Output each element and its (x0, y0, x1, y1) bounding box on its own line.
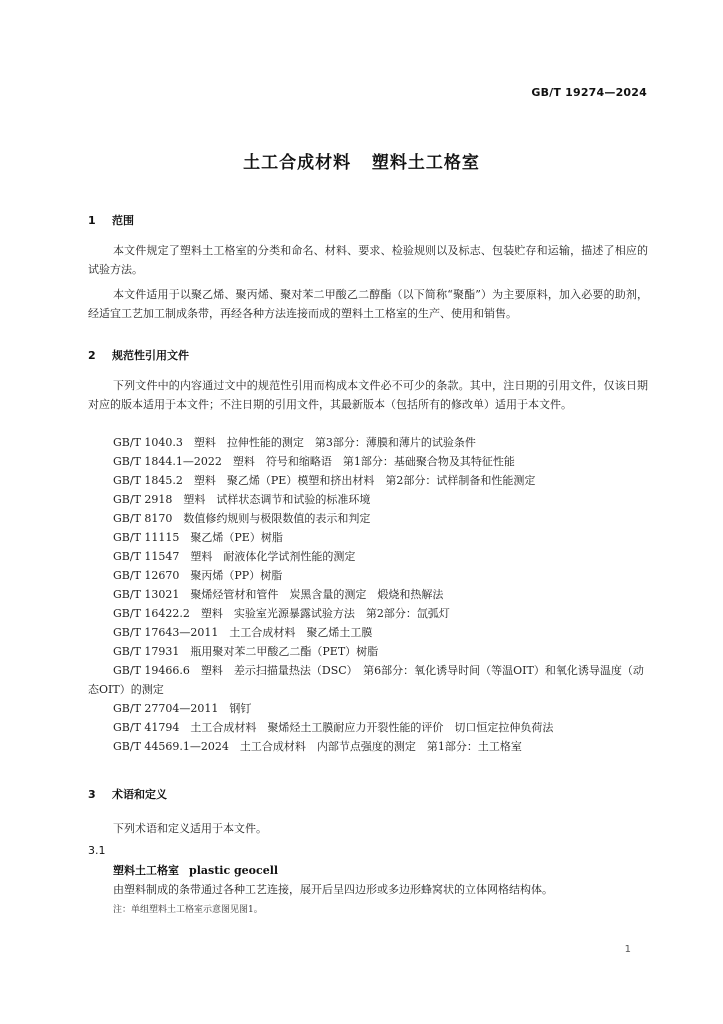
reference-item: GB/T 11547 塑料 耐液体化学试剂性能的测定 (113, 550, 356, 563)
term-entry (113, 862, 278, 878)
section-1-paragraph-2: 本文件适用于以聚乙烯、聚丙烯、聚对苯二甲酸乙二醇酯（以下简称“聚酯”）为主要原料，加入必要的助剂，经适宜工艺加工制成条带，再经各种方法连接而成的塑料土工格室的生产、使用和销售。 (88, 288, 648, 320)
reference-item: GB/T 27704—2011 钢钉 (113, 702, 252, 715)
reference-item: GB/T 11115 聚乙烯（PE）树脂 (113, 531, 283, 544)
reference-item: GB/T 8170 数值修约规则与极限数值的表示和判定 (113, 512, 371, 525)
page-number: 1 (624, 944, 631, 955)
section-title: 范围 (112, 214, 134, 227)
term-definition: 由塑料制成的条带通过各种工艺连接，展开后呈四边形或多边形蜂窝状的立体网格结构体。 (113, 883, 553, 896)
reference-item: GB/T 2918 塑料 试样状态调节和试验的标准环境 (113, 493, 371, 506)
normative-references-list (88, 433, 648, 756)
term-name-zh: 塑料土工格室 (113, 864, 179, 877)
reference-item: GB/T 17931 瓶用聚对苯二甲酸乙二酯（PET）树脂 (113, 645, 379, 658)
section-1-heading (88, 212, 134, 228)
reference-item: GB/T 12670 聚丙烯（PP）树脂 (113, 569, 283, 582)
reference-item: GB/T 16422.2 塑料 实验室光源暴露试验方法 第2部分：氙弧灯 (113, 607, 450, 620)
section-number: 3 (88, 788, 96, 801)
reference-item: GB/T 1040.3 塑料 拉伸性能的测定 第3部分：薄膜和薄片的试验条件 (113, 436, 476, 449)
document-title: 土工合成材料 塑料土工格室 (243, 153, 480, 173)
section-title: 规范性引用文件 (112, 349, 189, 362)
reference-item: GB/T 1845.2 塑料 聚乙烯（PE）模塑和挤出材料 第2部分：试样制备和性能测定 (113, 474, 536, 487)
term-name-en: plastic geocell (189, 864, 279, 877)
section-number: 2 (88, 349, 96, 362)
term-note: 注：单组塑料土工格室示意图见图1。 (113, 905, 263, 915)
reference-item: GB/T 44569.1—2024 土工合成材料 内部节点强度的测定 第1部分：土工格室 (113, 740, 522, 753)
reference-item: GB/T 17643—2011 土工合成材料 聚乙烯土工膜 (113, 626, 373, 639)
reference-item: GB/T 19466.6 塑料 差示扫描量热法（DSC） 第6部分：氧化诱导时间（等温OIT）和氧化诱导温度（动态OIT）的测定 (88, 664, 644, 696)
section-title: 术语和定义 (112, 788, 167, 801)
section-1-paragraph-1: 本文件规定了塑料土工格室的分类和命名、材料、要求、检验规则以及标志、包装贮存和运输，描述了相应的试验方法。 (88, 244, 648, 276)
reference-item: GB/T 13021 聚烯烃管材和管件 炭黑含量的测定 煅烧和热解法 (113, 588, 444, 601)
section-2-intro: 下列文件中的内容通过文中的规范性引用而构成本文件必不可少的条款。其中，注日期的引用文件，仅该日期对应的版本适用于本文件；不注日期的引用文件，其最新版本（包括所有的修改单）适用于本文件。 (88, 379, 648, 411)
reference-item: GB/T 1844.1—2022 塑料 符号和缩略语 第1部分：基础聚合物及其特征性能 (113, 455, 515, 468)
term-number: 3.1 (88, 844, 106, 857)
section-number: 1 (88, 214, 96, 227)
standard-code: GB/T 19274—2024 (531, 86, 647, 99)
section-3-heading (88, 786, 167, 802)
reference-item: GB/T 41794 土工合成材料 聚烯烃土工膜耐应力开裂性能的评价 切口恒定拉伸负荷法 (113, 721, 554, 734)
section-3-intro: 下列术语和定义适用于本文件。 (113, 822, 267, 835)
section-2-heading (88, 347, 189, 363)
